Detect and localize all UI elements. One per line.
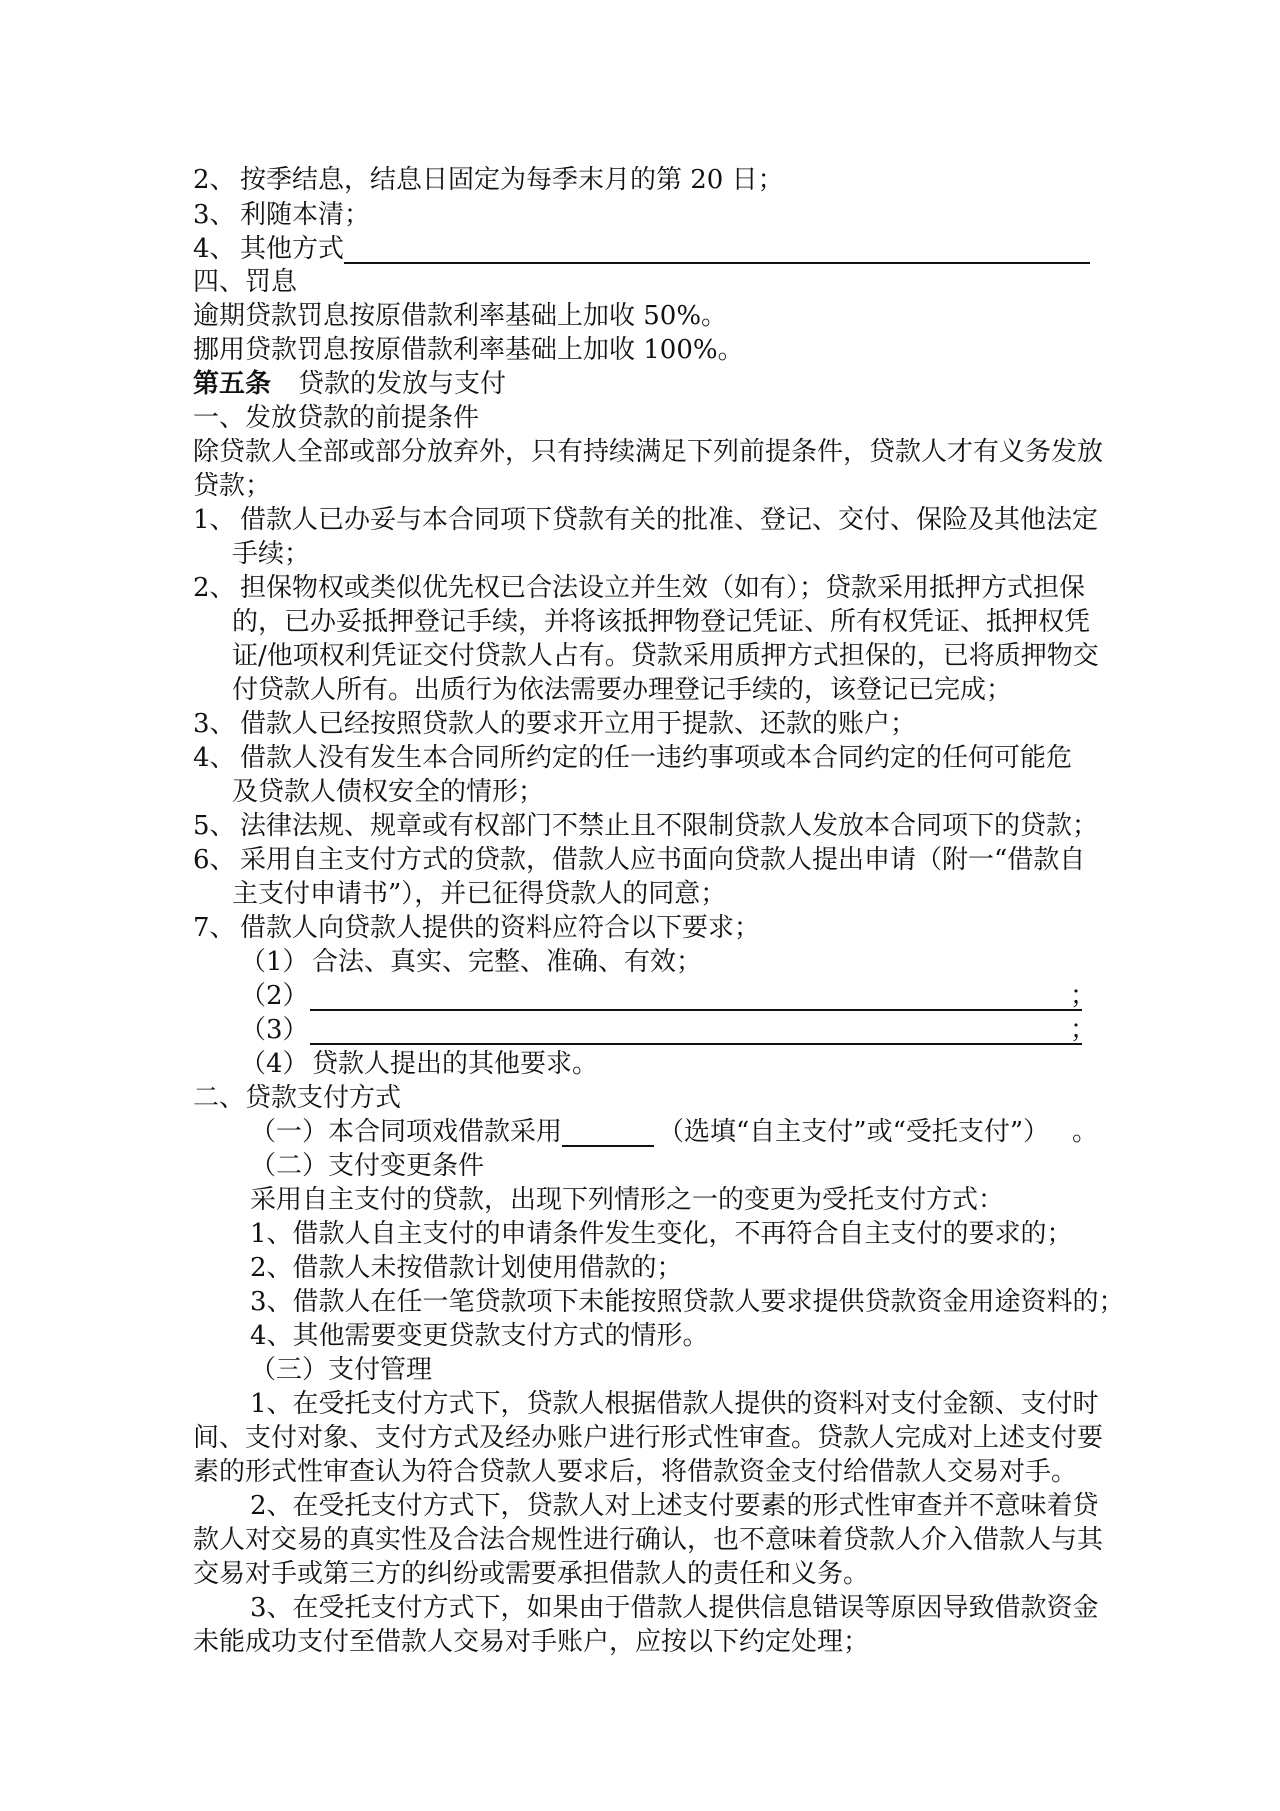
list-number: 1、 bbox=[193, 505, 236, 535]
blank-line bbox=[562, 1145, 654, 1147]
section-heading: 一、发放贷款的前提条件 bbox=[193, 403, 480, 433]
paragraph-line: 未能成功支付至借款人交易对手账户，应按以下约定处理； bbox=[193, 1627, 870, 1657]
subsection-heading: （二）支付变更条件 bbox=[250, 1151, 485, 1181]
paragraph-line: 素的形式性审查认为符合贷款人要求后，将借款资金支付给借款人交易对手。 bbox=[193, 1457, 1078, 1487]
sub-item-number: （2） bbox=[240, 981, 309, 1011]
list-number: 3、 bbox=[193, 709, 236, 739]
line-end-punct: ； bbox=[1070, 981, 1097, 1011]
paragraph-line: 款人对交易的真实性及合法合规性进行确认，也不意味着贷款人介入借款人与其 bbox=[193, 1525, 1104, 1555]
article-label: 第五条 bbox=[193, 369, 272, 399]
sub-item-number: （1） bbox=[240, 947, 309, 977]
list-number: 2、 bbox=[193, 573, 236, 603]
list-number: 4、 bbox=[193, 234, 236, 264]
article-title: 贷款的发放与支付 bbox=[298, 369, 507, 399]
list-item-text: 担保物权或类似优先权已合法设立并生效（如有）；贷款采用抵押方式担保 bbox=[240, 573, 1086, 603]
list-number: 2、 bbox=[193, 165, 236, 195]
sub-item-number: （4） bbox=[240, 1049, 309, 1079]
list-number: 6、 bbox=[193, 845, 236, 875]
list-item-text: 3、借款人在任一笔贷款项下未能按照贷款人要求提供贷款资金用途资料的； bbox=[250, 1287, 1125, 1317]
list-item-text: 按季结息，结息日固定为每季末月的第 20 日； bbox=[240, 165, 784, 195]
list-item-text: 其他方式 bbox=[240, 234, 345, 264]
line-end-punct: ； bbox=[1070, 1015, 1097, 1045]
list-number: 3、 bbox=[193, 200, 236, 230]
sub-item-text: 合法、真实、完整、准确、有效； bbox=[312, 947, 703, 977]
list-item-text: 的，已办妥抵押登记手续，并将该抵押物登记凭证、所有权凭证、抵押权凭 bbox=[232, 607, 1091, 637]
paragraph-line: 除贷款人全部或部分放弃外，只有持续满足下列前提条件，贷款人才有义务发放 bbox=[193, 437, 1104, 467]
paragraph-line: 交易对手或第三方的纠纷或需要承担借款人的责任和义务。 bbox=[193, 1559, 870, 1589]
section-heading: 二、贷款支付方式 bbox=[193, 1083, 402, 1113]
paragraph-line: 间、支付对象、支付方式及经办账户进行形式性审查。贷款人完成对上述支付要 bbox=[193, 1423, 1104, 1453]
list-number: 4、 bbox=[193, 743, 236, 773]
paragraph-line: 采用自主支付的贷款，出现下列情形之一的变更为受托支付方式： bbox=[250, 1185, 1005, 1215]
paragraph-line: 3、在受托支付方式下，如果由于借款人提供信息错误等原因导致借款资金 bbox=[250, 1593, 1099, 1623]
list-number: 5、 bbox=[193, 811, 236, 841]
paragraph-line: 2、在受托支付方式下，贷款人对上述支付要素的形式性审查并不意味着贷 bbox=[250, 1491, 1099, 1521]
list-item-text: 手续； bbox=[232, 539, 311, 569]
line-end-punct: 。 bbox=[1072, 1117, 1099, 1147]
list-item-text: 借款人没有发生本合同所约定的任一违约事项或本合同约定的任何可能危 bbox=[240, 743, 1073, 773]
blank-line bbox=[344, 262, 1090, 264]
list-item-text: 付贷款人所有。出质行为依法需要办理登记手续的，该登记已完成； bbox=[232, 675, 1013, 705]
list-item-text: 借款人已办妥与本合同项下贷款有关的批准、登记、交付、保险及其他法定 bbox=[240, 505, 1099, 535]
paragraph-line: 1、在受托支付方式下，贷款人根据借款人提供的资料对支付金额、支付时 bbox=[250, 1389, 1099, 1419]
list-number: 7、 bbox=[193, 913, 236, 943]
list-item-text: 及贷款人债权安全的情形； bbox=[232, 777, 545, 807]
list-item-text: 借款人已经按照贷款人的要求开立用于提款、还款的账户； bbox=[240, 709, 917, 739]
paragraph-line: 逾期贷款罚息按原借款利率基础上加收 50%。 bbox=[193, 301, 728, 331]
list-item-text: 法律法规、规章或有权部门不禁止且不限制贷款人发放本合同项下的贷款； bbox=[240, 811, 1099, 841]
section-heading: 四、罚息 bbox=[193, 267, 298, 297]
sub-item-text: 贷款人提出的其他要求。 bbox=[312, 1049, 599, 1079]
subsection-heading: （三）支付管理 bbox=[250, 1355, 433, 1385]
payment-choice-suffix: （选填“自主支付”或“受托支付”） bbox=[658, 1117, 1050, 1147]
list-item-text: 2、借款人未按借款计划使用借款的； bbox=[250, 1253, 683, 1283]
list-item-text: 4、其他需要变更贷款支付方式的情形。 bbox=[250, 1321, 709, 1351]
sub-item-number: （3） bbox=[240, 1015, 309, 1045]
list-item-text: 证/他项权利凭证交付贷款人占有。贷款采用质押方式担保的，已将质押物交 bbox=[232, 641, 1099, 671]
list-item-text: 借款人向贷款人提供的资料应符合以下要求； bbox=[240, 913, 761, 943]
paragraph-line: 贷款； bbox=[193, 471, 272, 501]
list-item-text: 主支付申请书”），并已征得贷款人的同意； bbox=[232, 879, 727, 909]
list-item-text: 利随本清； bbox=[240, 200, 371, 230]
blank-line bbox=[310, 1009, 1082, 1011]
payment-choice-prefix: （一）本合同项戏借款采用 bbox=[250, 1117, 563, 1147]
list-item-text: 采用自主支付方式的贷款，借款人应书面向贷款人提出申请（附一“借款自 bbox=[240, 845, 1086, 875]
list-item-text: 1、借款人自主支付的申请条件发生变化，不再符合自主支付的要求的； bbox=[250, 1219, 1073, 1249]
blank-line bbox=[310, 1043, 1082, 1045]
paragraph-line: 挪用贷款罚息按原借款利率基础上加收 100%。 bbox=[193, 335, 744, 365]
